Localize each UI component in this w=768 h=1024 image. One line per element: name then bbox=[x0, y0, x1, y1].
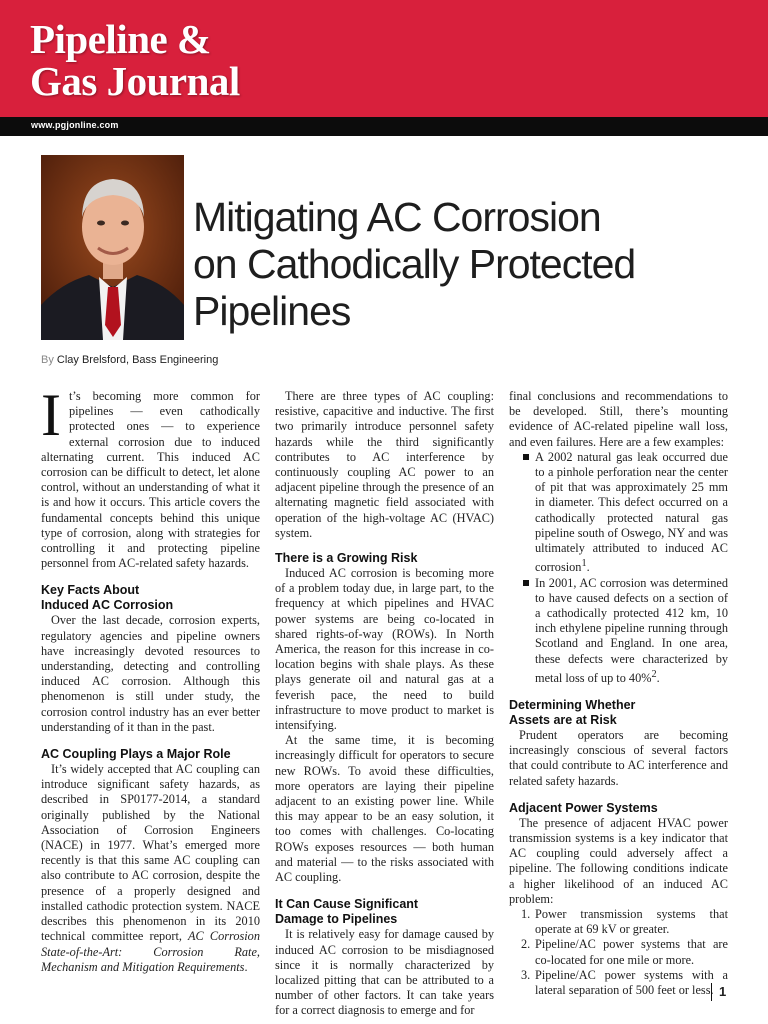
paragraph: The presence of adjacent HVAC power transmission systems is a key indicator that AC coupling could adversely affect a pipeline. The following conditions indicate a higher likelihood of an induced AC problem: bbox=[509, 815, 728, 906]
conditions-list bbox=[509, 907, 728, 998]
column-3 bbox=[509, 389, 728, 998]
logo-line-2: Gas Journal bbox=[30, 58, 240, 104]
byline-author: Clay Brelsford, Bass Engineering bbox=[56, 354, 219, 366]
paragraph: It’s widely accepted that AC coupling can introduce significant safety hazards, as described in SP0177-2014, a standard originally published by the National Association of Corrosion Engineers (NACE) in 1977. What’s emerged more recently is that this same AC coupling can also contribute to AC corrosion, despite the presence of a properly designed and installed cathodic protection system. NACE describes this phenomenon in its 2010 technical committee report, AC Corrosion State-of-the-Art: Corrosion Rate, Mechanism and Mitigation Requirements. bbox=[41, 762, 260, 974]
byline bbox=[41, 354, 218, 366]
column-2 bbox=[275, 389, 494, 1019]
paragraph: final conclusions and recommendations to be developed. Still, there’s mounting evidence of AC-related pipeline wall loss, and even failures. Here are a few examples: bbox=[509, 389, 728, 449]
examples-list bbox=[509, 450, 728, 686]
url-bar bbox=[0, 117, 768, 136]
author-portrait-image bbox=[41, 155, 184, 340]
title-line-2: on Cathodically Protected bbox=[193, 241, 636, 287]
masthead bbox=[0, 0, 768, 117]
column-1 bbox=[41, 382, 260, 975]
drop-cap: I bbox=[41, 382, 61, 448]
logo-line-1: Pipeline & bbox=[30, 16, 211, 62]
list-item: A 2002 natural gas leak occurred due to a pinhole perforation near the center of pit that was approximately 25 mm in diameter. This defect occurred on a cathodically protected natural gas pipeline south of Oswego, NY and was ultimately attributed to induced AC corrosion$^1$. bbox=[509, 450, 728, 576]
page-number: 1 bbox=[711, 983, 726, 1001]
title-line-3: Pipelines bbox=[193, 288, 351, 334]
title-line-1: Mitigating AC Corrosion bbox=[193, 194, 601, 240]
list-item: 3. Pipeline/AC power systems with a lateral separation of 500 feet or less. bbox=[521, 967, 728, 998]
paragraph: Prudent operators are becoming increasingly conscious of several factors that could contribute to AC interference and related safety hazards. bbox=[509, 728, 728, 788]
paragraph: At the same time, it is becoming increasingly difficult for operators to secure new ROWs. To avoid these difficulties, more operators are laying their pipeline adjacent to an existing power line. While this may appear to be an easy solution, it too comes with challenges. Co-locating ROWs exposes resources — both human and material — to the risks associated with AC coupling. bbox=[275, 733, 494, 885]
report-title: AC Corrosion State-of-the-Art: Corrosion Rate, Mechanism and Mitigation Requirements bbox=[41, 929, 260, 974]
website-url[interactable]: www.pgjonline.com bbox=[31, 120, 119, 130]
paragraph: Induced AC corrosion is becoming more of a problem today due, in large part, to the frequency at which pipelines and HVAC power systems are being co-located in shared rights-of-way (ROWs). In North America, the reason for this increase in co-location begins with shale plays. As these plays generate oil and natural gas at a feverish pace, the need to build infrastructure to move product to market is intensifying. bbox=[275, 566, 494, 733]
intro-paragraph: It’s becoming more common for pipelines — even cathodically protected ones — to experience external corrosion due to induced alternating current. This induced AC corrosion can be difficult to detect, let alone control, without an understanding of what it is and how it occurs. This article covers the fundamental concepts behind this unique type of corrosion, along with strategies for controlling it and protecting pipeline personnel from AC-related safety hazards. bbox=[41, 382, 260, 571]
section-heading: There is a Growing Risk bbox=[275, 551, 418, 566]
section-heading: AC Coupling Plays a Major Role bbox=[41, 747, 231, 762]
paragraph: There are three types of AC coupling: resistive, capacitive and inductive. The first two primarily introduce personnel safety hazards while the third significantly contributes to AC interference by continuously coupling AC power to an adjacent pipeline through the presence of an alternating magnetic field associated with operation of the high-voltage AC (HVAC) system. bbox=[275, 389, 494, 540]
section-heading: It Can Cause Significant Damage to Pipelines bbox=[275, 897, 419, 927]
section-heading: Determining Whether Assets are at Risk bbox=[509, 698, 636, 728]
section-heading: Key Facts About Induced AC Corrosion bbox=[41, 583, 174, 613]
journal-logo bbox=[30, 18, 350, 102]
list-item: In 2001, AC corrosion was determined to have caused defects on a section of a cathodically protected 412 km, 10 inch ethylene pipeline running through Scotland and England. In one area, these defects were characterized by metal loss of up to 40%$^2$. bbox=[509, 576, 728, 687]
paragraph: It is relatively easy for damage caused by induced AC corrosion to be misdiagnosed since it is normally characterized by localized pitting that can be attributed to a number of other factors. It can take years for a correct diagnosis to emerge and for bbox=[275, 927, 494, 1018]
author-photo bbox=[41, 155, 184, 340]
byline-prefix: By bbox=[41, 354, 54, 366]
list-item: 1. Power transmission systems that operate at 69 kV or greater. bbox=[521, 907, 728, 937]
list-item: 2. Pipeline/AC power systems that are co-located for one mile or more. bbox=[521, 937, 728, 967]
paragraph: Over the last decade, corrosion experts, regulatory agencies and pipeline owners have increasingly devoted resources to understanding, detecting and controlling induced AC corrosion. Although this phenomenon is still under study, the corrosion control industry has an ever better understanding of it than in the past. bbox=[41, 613, 260, 734]
section-heading: Adjacent Power Systems bbox=[509, 800, 658, 815]
article-title bbox=[193, 194, 753, 335]
